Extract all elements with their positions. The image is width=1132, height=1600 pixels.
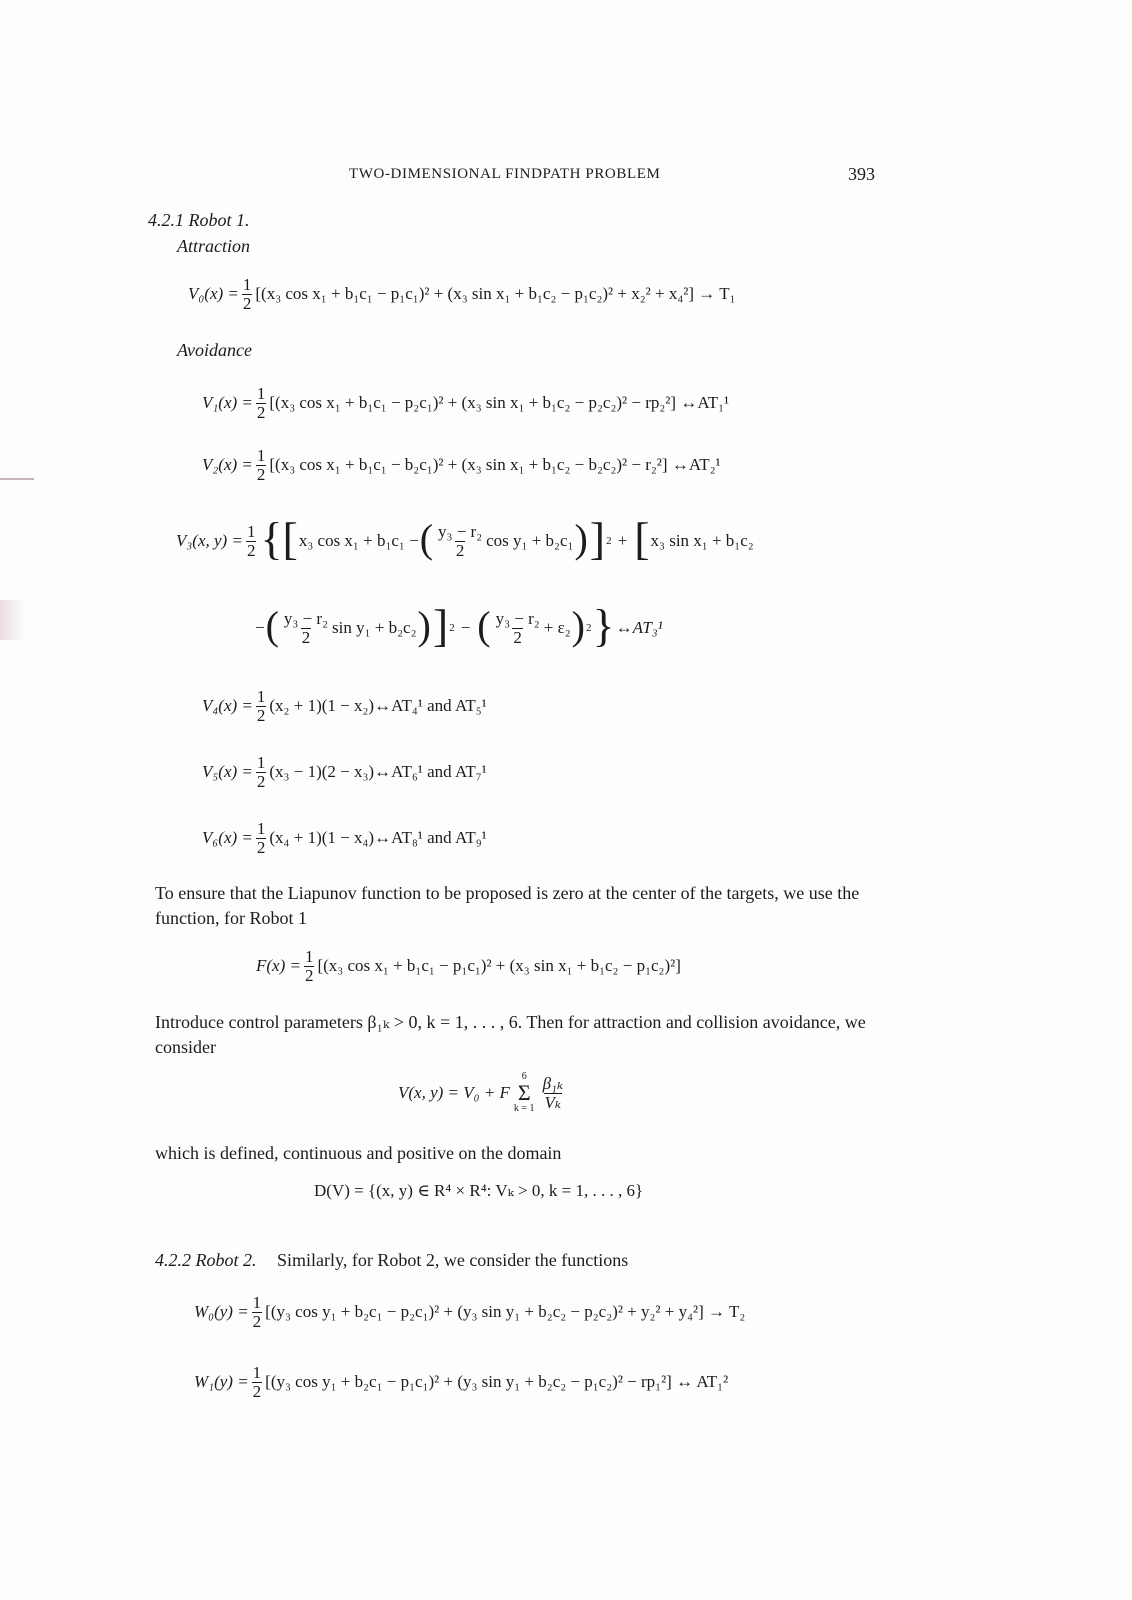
equation-v0-lhs: V₀(x) = <box>188 284 239 304</box>
equation-v4 <box>202 688 487 725</box>
section-robot-2 <box>155 1250 628 1271</box>
equation-domain <box>314 1181 643 1201</box>
fraction-one-half: $\frac{1}{2}$ <box>242 275 252 313</box>
fraction-one-half: $\frac{1}{2}$ <box>256 446 266 484</box>
equation-v3-part-a: x₃ cos x₁ + b₁c₁ − <box>298 531 419 550</box>
equation-v3-line-2-tail: ↔AT₃¹ <box>615 618 663 637</box>
equation-w0 <box>194 1294 745 1331</box>
fraction-one-half: $\frac{1}{2}$ <box>304 947 314 985</box>
equation-v1 <box>202 385 729 422</box>
equation-v6 <box>202 820 487 857</box>
fraction-one-half: $\frac{1}{2}$ <box>256 384 266 422</box>
equation-v5-body: (x₃ − 1)(2 − x₃)↔AT₆¹ and AT₇¹ <box>269 762 487 782</box>
margin-mark <box>0 478 34 480</box>
page-number: 393 <box>848 164 875 184</box>
section-heading-robot-1: 4.2.1 Robot 1. <box>148 210 250 230</box>
equation-f-body: [(x₃ cos x₁ + b₁c₁ − p₁c₁)² + (x₃ sin x₁ + b₁c₂ − p₁c₂)²] <box>317 956 681 976</box>
paragraph-liapunov: To ensure that the Liapunov function to be proposed is zero at the center of the targets, we use the function, for Robot 1 <box>155 883 860 928</box>
avoidance-label: Avoidance <box>177 340 252 360</box>
equation-v6-body: (x₄ + 1)(1 − x₄)↔AT₈¹ and AT₉¹ <box>269 828 487 848</box>
paragraph-control-parameters: Introduce control parameters β₁ₖ > 0, k = 1, . . . , 6. Then for attraction and collision avoidance, we consider <box>155 1012 866 1057</box>
fraction-one-half: $\frac{1}{2}$ <box>252 1293 262 1331</box>
equation-v3-line-1: V₃(x, y) = $\frac{1}{2}$ {[ x₃ cos x₁ + b₁c₁ − ( $\frac{\text{y₃ − r₂}}{2}$ cos y₁ + b₂c₁ ) ] 2 + [ x₃ sin x₁ + b₁c₂ <box>176 513 754 564</box>
equation-v6-lhs: V₆(x) = <box>202 828 253 848</box>
fraction-one-half: $\frac{1}{2}$ <box>252 1363 262 1401</box>
equation-v3-line-2: − ( $\frac{\text{y₃ − r₂}}{2}$ sin y₁ + b₂c₂ ) ] 2 − ( $\frac{\text{y₃ − r₂}}{2}$ + ε₂ ) 2 } ↔AT₃¹ <box>255 600 663 651</box>
equation-v4-lhs: V₄(x) = <box>202 696 253 716</box>
equation-v2-lhs: V₂(x) = <box>202 455 253 475</box>
equation-w1-lhs: W₁(y) = <box>194 1372 249 1392</box>
equation-v0 <box>188 276 736 313</box>
equation-v1-body: [(x₃ cos x₁ + b₁c₁ − p₂c₁)² + (x₃ sin x₁ + b₁c₂ − p₂c₂)² − rp₂²] ↔AT₁¹ <box>269 393 730 413</box>
fraction-beta-over-v: $\frac{\text{β₁ₖ}}{\text{Vₖ}}$ <box>542 1073 564 1112</box>
running-head-title: TWO-DIMENSIONAL FINDPATH PROBLEM <box>349 166 661 182</box>
equation-v2-body: [(x₃ cos x₁ + b₁c₁ − b₂c₁)² + (x₃ sin x₁ + b₁c₂ − b₂c₂)² − r₂²] ↔AT₂¹ <box>269 455 721 475</box>
equation-v3-part-b: cos y₁ + b₂c₁ <box>486 531 574 550</box>
equation-v0-body: [(x₃ cos x₁ + b₁c₁ − p₁c₁)² + (x₃ sin x₁ + b₁c₂ − p₁c₂)² + x₂² + x₄²] → T₁ <box>255 284 736 304</box>
margin-smudge <box>0 600 24 640</box>
equation-v3-line-2-part-a: sin y₁ + b₂c₂ <box>332 618 417 637</box>
equation-v-sum <box>398 1072 567 1114</box>
fraction-one-half: $\frac{1}{2}$ <box>256 819 266 857</box>
equation-w0-body: [(y₃ cos y₁ + b₂c₁ − p₂c₁)² + (y₃ sin y₁ + b₂c₂ − p₂c₂)² + y₂² + y₄²] → T₂ <box>265 1302 746 1322</box>
equation-v3-part-c: x₃ sin x₁ + b₁c₂ <box>650 531 754 550</box>
equation-v1-lhs: V₁(x) = <box>202 393 253 413</box>
equation-w0-lhs: W₀(y) = <box>194 1302 249 1322</box>
fraction-one-half: $\frac{1}{2}$ <box>256 687 266 725</box>
equation-v4-body: (x₂ + 1)(1 − x₂)↔AT₄¹ and AT₅¹ <box>269 696 487 716</box>
equation-v5 <box>202 754 487 791</box>
equation-w1-body: [(y₃ cos y₁ + b₂c₁ − p₁c₁)² + (y₃ sin y₁ + b₂c₂ − p₁c₂)² − rp₁²] ↔ AT₁² <box>265 1372 729 1392</box>
equation-domain-text: D(V) = {(x, y) ∈ R⁴ × R⁴: Vₖ > 0, k = 1, . . . , 6} <box>314 1181 644 1200</box>
equation-f <box>256 948 681 985</box>
section-robot-2-intro: Similarly, for Robot 2, we consider the functions <box>277 1250 629 1270</box>
summation: 6 Σ k = 1 <box>513 1071 535 1114</box>
fraction-one-half: $\frac{1}{2}$ <box>246 521 256 560</box>
equation-v3-lhs: V₃(x, y) = <box>176 531 243 550</box>
fraction-y3-minus-r2: $\frac{\text{y₃ − r₂}}{2}$ <box>495 608 540 647</box>
equation-v2 <box>202 447 721 484</box>
equation-f-lhs: F(x) = <box>256 956 301 976</box>
attraction-label: Attraction <box>177 236 250 256</box>
fraction-y3-minus-r2: $\frac{\text{y₃ − r₂}}{2}$ <box>283 608 329 647</box>
equation-v-sum-lhs: V(x, y) = V₀ + F <box>398 1083 510 1102</box>
fraction-one-half: $\frac{1}{2}$ <box>256 753 266 791</box>
equation-v3-line-2-part-b: + ε₂ <box>543 618 571 637</box>
equation-w1 <box>194 1364 728 1401</box>
equation-v5-lhs: V₅(x) = <box>202 762 253 782</box>
fraction-y3-minus-r2: $\frac{\text{y₃ − r₂}}{2}$ <box>438 521 483 560</box>
section-heading-robot-2: 4.2.2 Robot 2. <box>155 1250 257 1270</box>
paragraph-domain: which is defined, continuous and positive on the domain <box>155 1143 562 1163</box>
